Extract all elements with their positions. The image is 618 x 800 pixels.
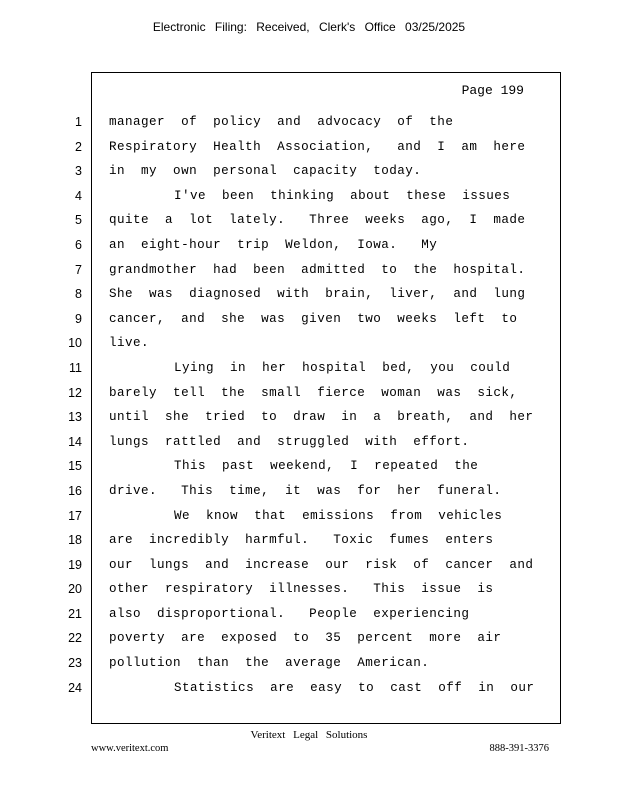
transcript-line: an eight-hour trip Weldon, Iowa. My xyxy=(109,237,438,252)
filing-stamp: Electronic Filing: Received, Clerk's Office 03/25/2025 xyxy=(152,20,466,34)
page-number: Page 199 xyxy=(461,83,524,98)
transcript-line: Lying in her hospital bed, you could xyxy=(174,360,511,375)
line-number: 8 xyxy=(75,287,82,302)
footer-phone: 888-391-3376 xyxy=(489,743,549,754)
footer-company: Veritext Legal Solutions xyxy=(250,729,368,741)
line-number: 20 xyxy=(68,582,82,597)
line-number: 16 xyxy=(68,483,82,498)
line-number: 12 xyxy=(68,385,82,400)
line-number: 17 xyxy=(68,508,82,523)
transcript-line: our lungs and increase our risk of cancer and xyxy=(109,557,534,572)
transcript-line: manager of policy and advocacy of the xyxy=(109,115,454,129)
line-number: 6 xyxy=(75,237,82,252)
transcript-line: drive. This time, it was for her funeral. xyxy=(109,483,502,498)
transcript-line: Respiratory Health Association, and I am here xyxy=(109,139,526,154)
line-number: 5 xyxy=(75,213,82,228)
line-number: 9 xyxy=(75,311,82,326)
transcript-line: live. xyxy=(109,336,150,351)
transcript-line: grandmother had been admitted to the hospital. xyxy=(109,262,526,277)
line-number: 24 xyxy=(68,680,82,695)
transcript-line: cancer, and she was given two weeks left to xyxy=(109,311,518,326)
transcript-line: until she tried to draw in a breath, and her xyxy=(109,410,534,425)
line-number: 21 xyxy=(68,606,82,621)
transcript-line: She was diagnosed with brain, liver, and lung xyxy=(109,287,526,302)
line-number: 3 xyxy=(75,164,82,179)
line-number: 14 xyxy=(68,434,82,449)
line-number: 19 xyxy=(68,557,82,572)
line-number: 15 xyxy=(68,459,82,474)
line-number: 18 xyxy=(68,533,82,548)
line-number: 4 xyxy=(75,188,82,203)
transcript-line: in my own personal capacity today. xyxy=(109,164,422,179)
transcript-line: poverty are exposed to 35 percent more air xyxy=(109,631,502,646)
line-number: 10 xyxy=(68,336,82,351)
transcript-line: I've been thinking about these issues xyxy=(174,188,511,203)
footer-website: www.veritext.com xyxy=(91,743,169,754)
transcript-line: quite a lot lately. Three weeks ago, I made xyxy=(109,213,526,228)
line-number: 1 xyxy=(75,115,82,129)
transcript-line: also disproportional. People experiencing xyxy=(109,606,470,621)
line-number: 2 xyxy=(75,139,82,154)
transcript-text xyxy=(109,110,534,700)
transcript-line: Statistics are easy to cast off in our xyxy=(174,680,535,695)
line-number: 13 xyxy=(68,410,82,425)
transcript-line: are incredibly harmful. Toxic fumes enters xyxy=(109,533,494,548)
transcript-line: barely tell the small fierce woman was sick, xyxy=(109,385,518,400)
line-number: 7 xyxy=(75,262,82,277)
line-number: 11 xyxy=(69,360,82,375)
transcript-line: other respiratory illnesses. This issue is xyxy=(109,582,494,597)
line-number: 22 xyxy=(68,631,82,646)
transcript-line: lungs rattled and struggled with effort. xyxy=(109,434,470,449)
line-number-column xyxy=(60,110,82,700)
transcript-line: We know that emissions from vehicles xyxy=(174,508,503,523)
transcript-line: This past weekend, I repeated the xyxy=(174,459,479,474)
line-number: 23 xyxy=(68,656,82,671)
transcript-line: pollution than the average American. xyxy=(109,656,430,671)
